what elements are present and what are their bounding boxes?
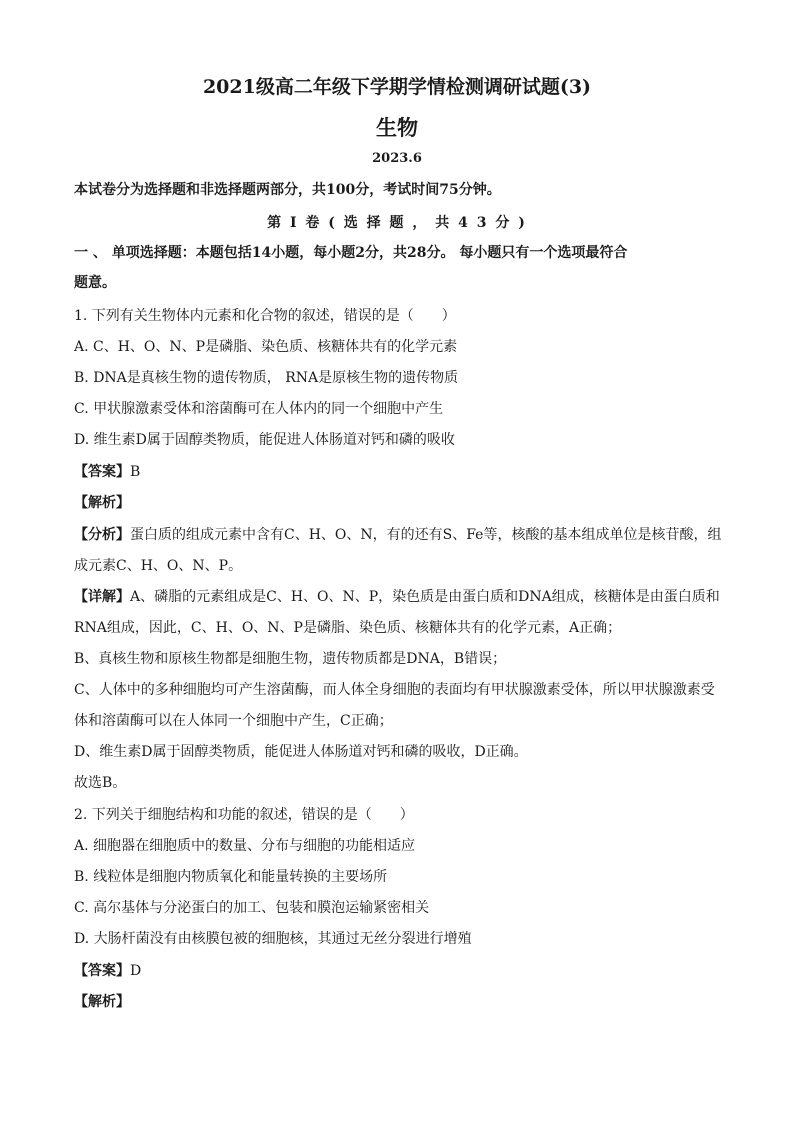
question-1-option-c: C. 甲状腺激素受体和溶菌酶可在人体内的同一个细胞中产生 xyxy=(74,401,444,417)
question-1-option-b: B. DNA是真核生物的遗传物质， RNA是原核生物的遗传物质 xyxy=(74,370,459,386)
fenxi-text: 蛋白质的组成元素中含有C、H、O、N，有的还有S、Fe等，核酸的基本组成单位是核苷酸，组 xyxy=(130,527,722,543)
question-2-option-c: C. 高尔基体与分泌蛋白的加工、包装和膜泡运输紧密相关 xyxy=(74,900,430,916)
question-2-analysis-tag: 【解析】 xyxy=(74,994,130,1010)
question-1-stem: 1. 下列有关生物体内元素和化合物的叙述，错误的是（ ） xyxy=(74,308,456,324)
question-1-fenxi-cont: 成元素C、H、O、N、P。 xyxy=(74,558,243,574)
question-1-detail-line-5: 体和溶菌酶可以在人体同一个细胞中产生，C正确； xyxy=(74,713,393,729)
question-2-option-a: A. 细胞器在细胞质中的数量、分布与细胞的功能相适应 xyxy=(74,838,416,854)
question-1-detail-line-4: C、人体中的多种细胞均可产生溶菌酶，而人体全身细胞的表面均有甲状腺激素受体，所以甲状腺激素受 xyxy=(74,682,715,698)
question-1-analysis-tag: 【解析】 xyxy=(74,495,130,511)
exam-date: 2023.6 xyxy=(372,151,422,166)
answer-tag: 【答案】 xyxy=(74,464,130,480)
question-2-option-b: B. 线粒体是细胞内物质氧化和能量转换的主要场所 xyxy=(74,869,388,885)
section-title: 第 I 卷 ( 选 择 题 ， 共 4 3 分 ) xyxy=(267,215,527,231)
question-1-option-d: D. 维生素D属于固醇类物质，能促进人体肠道对钙和磷的吸收 xyxy=(74,432,455,448)
subject-title: 生物 xyxy=(376,115,418,140)
question-1-answer xyxy=(74,462,734,482)
question-1-detail-line-2: RNA组成，因此，C、H、O、N、P是磷脂、染色质、核糖体共有的化学元素，A正确； xyxy=(74,620,622,636)
detail-tag: 【详解】 xyxy=(74,589,130,605)
question-1-detail-line-3: B、真核生物和原核生物都是细胞生物，遗传物质都是DNA，B错误； xyxy=(74,651,507,667)
section-instruction: 一 、 单项选择题：本题包括14小题，每小题2分，共28分。 每小题只有一个选项最符合 xyxy=(74,245,628,261)
section-instruction-cont: 题意。 xyxy=(74,275,116,291)
question-2-stem: 2. 下列关于细胞结构和功能的叙述，错误的是（ ） xyxy=(74,807,414,823)
answer-value: B xyxy=(130,464,141,480)
answer-value: D xyxy=(130,963,142,979)
question-2-answer xyxy=(74,961,734,981)
fenxi-tag: 【分析】 xyxy=(74,527,130,543)
question-1-detail xyxy=(74,587,734,607)
question-1-detail-line-6: D、维生素D属于固醇类物质，能促进人体肠道对钙和磷的吸收，D正确。 xyxy=(74,744,528,760)
question-1-conclusion: 故选B。 xyxy=(74,775,127,791)
detail-text: A、磷脂的元素组成是C、H、O、N、P，染色质是由蛋白质和DNA组成，核糖体是由蛋白质和 xyxy=(130,589,720,605)
question-1-option-a: A. C、H、O、N、P是磷脂、染色质、核糖体共有的化学元素 xyxy=(74,339,458,355)
answer-tag: 【答案】 xyxy=(74,963,130,979)
exam-intro: 本试卷分为选择题和非选择题两部分，共100分，考试时间75分钟。 xyxy=(74,182,501,198)
exam-title: 2021级高二年级下学期学情检测调研试题(3) xyxy=(202,76,592,98)
question-2-option-d: D. 大肠杆菌没有由核膜包被的细胞核，其通过无丝分裂进行增殖 xyxy=(74,931,472,947)
question-1-fenxi xyxy=(74,525,734,545)
